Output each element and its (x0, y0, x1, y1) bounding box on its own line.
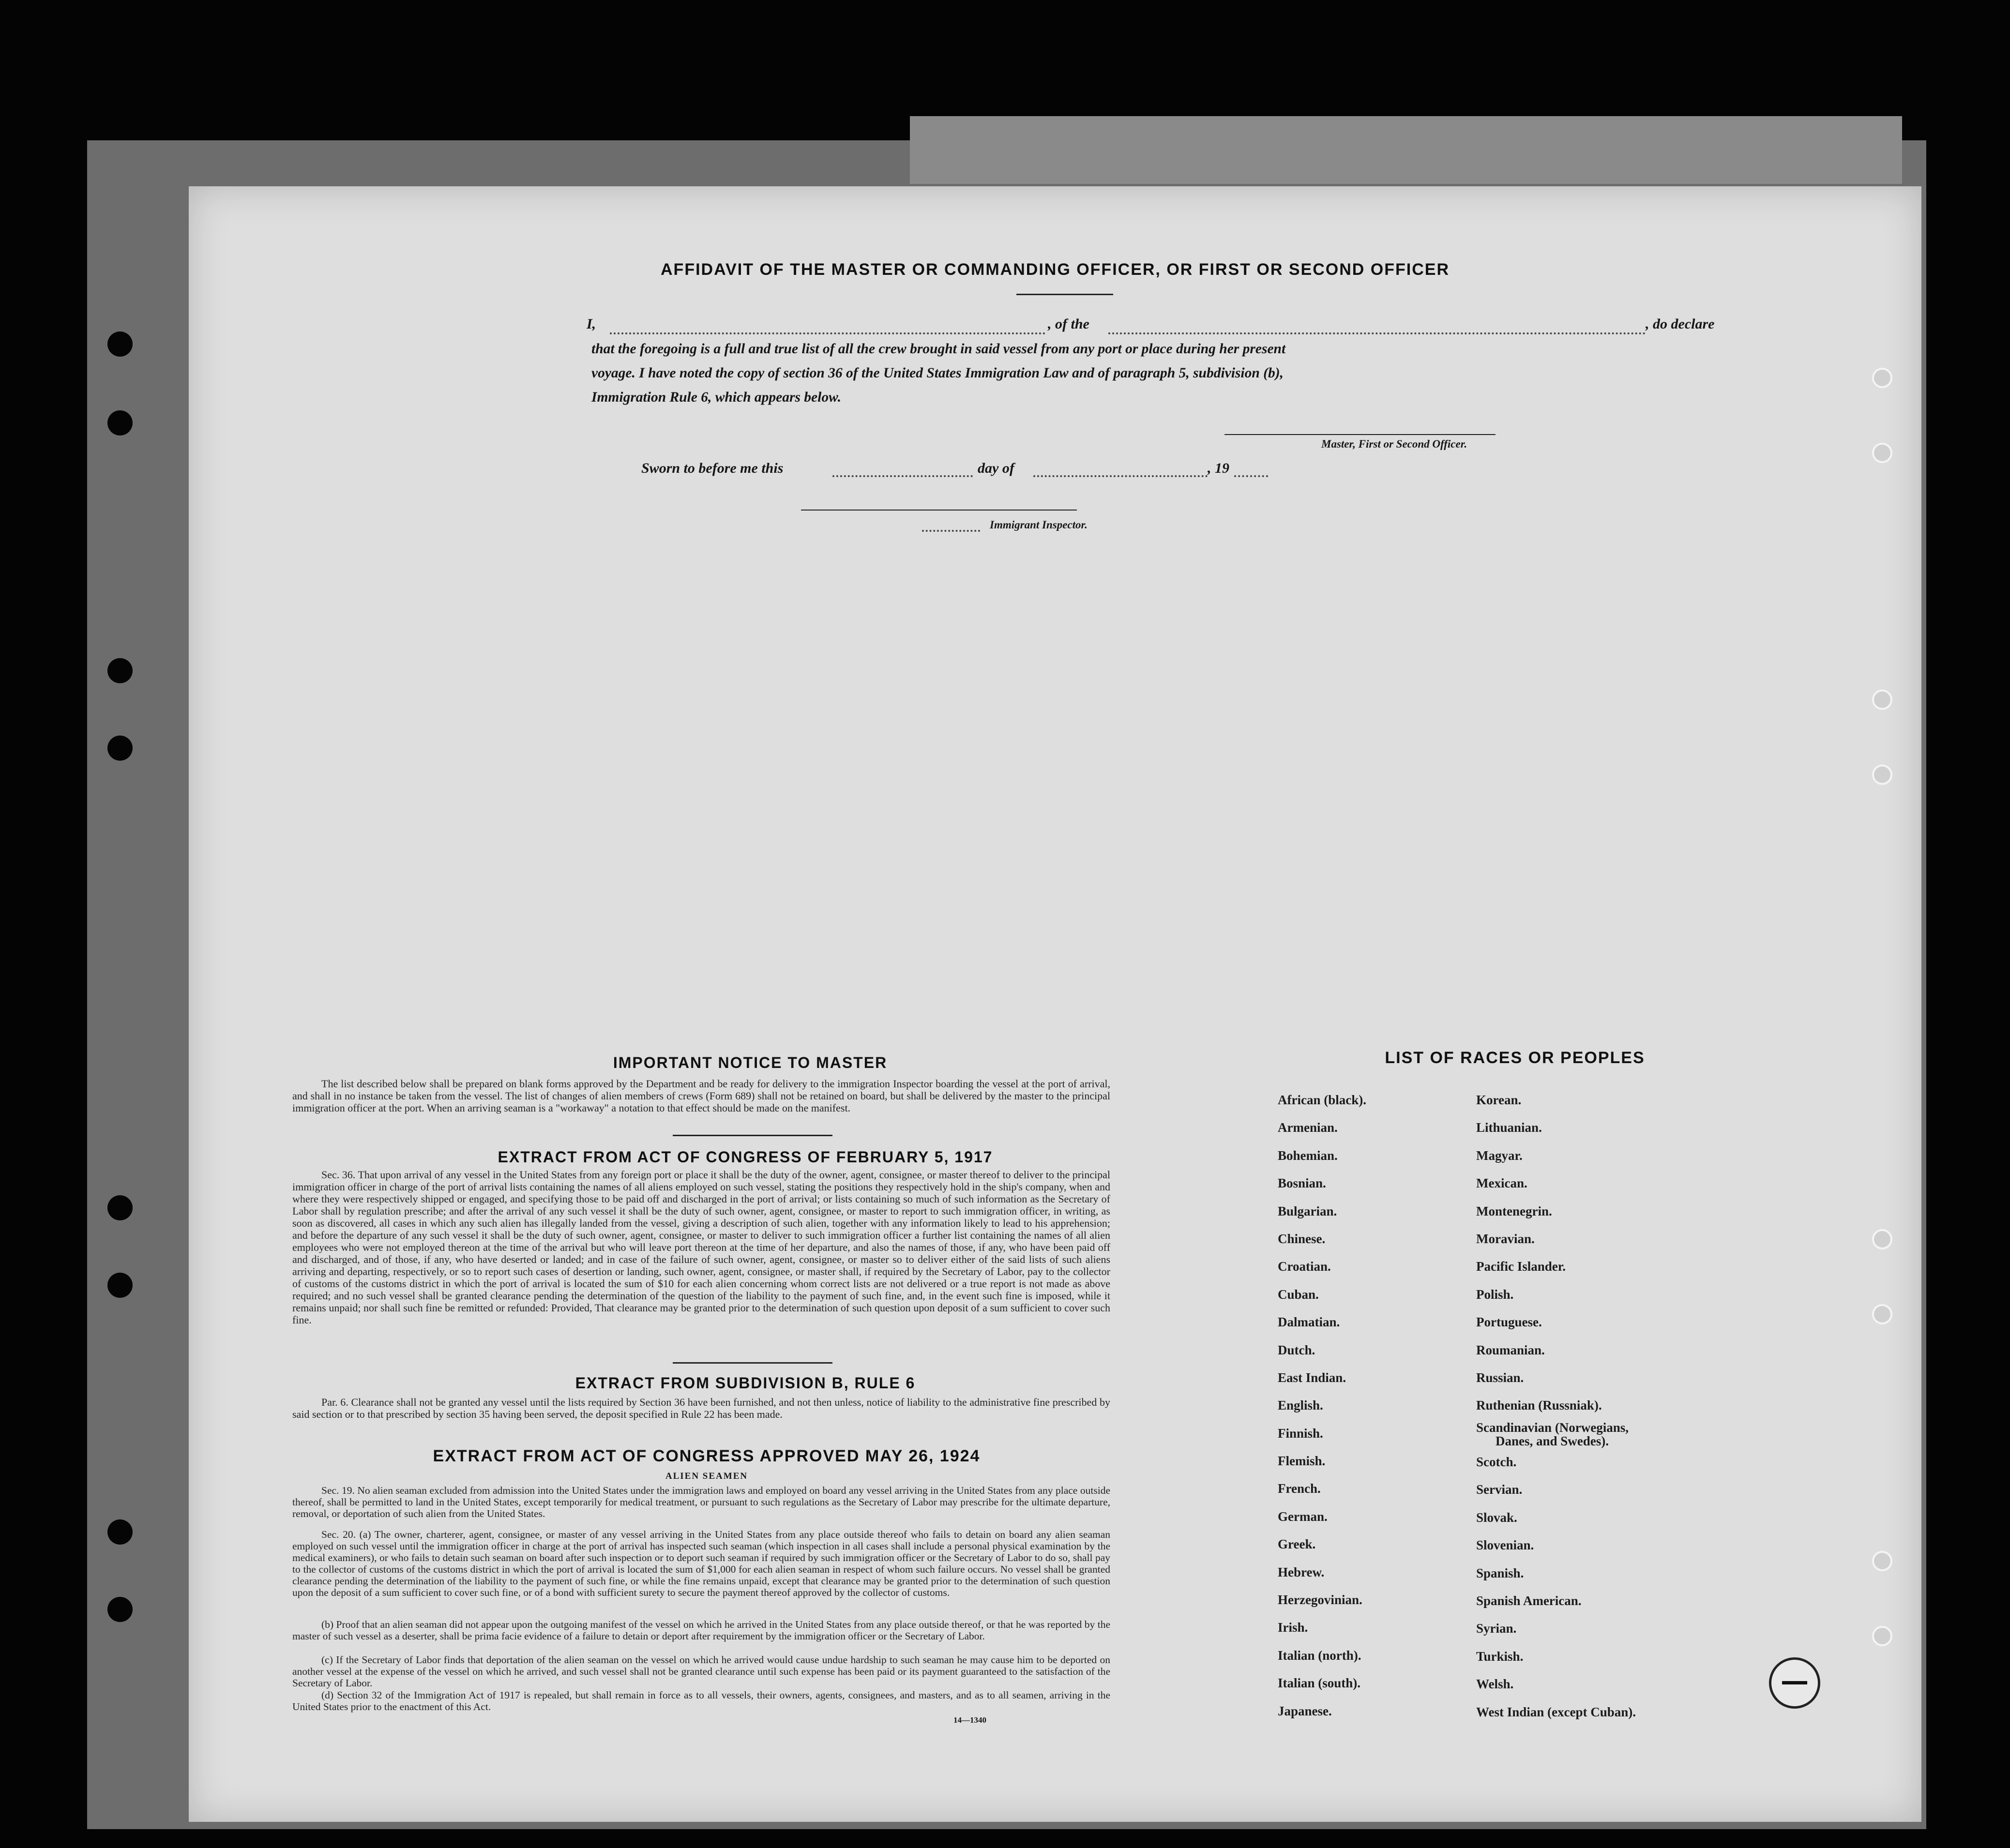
act-1917-body: Sec. 36. That upon arrival of any vessel in the United States from any foreign port or place it shall be the duty of the owner, agent, consignee, or master thereof to deliver to the principal immigration officer in charge of the port of arrival lists containing the names of all aliens employed on such vessel, stating the positions they respectively hold in the ship's company, when and where they were respectively shipped or engaged, and specifying those to be paid off and discharged in the port of arrival; or lists containing so much of such information as the Secretary of Labor shall by regulation prescribe; and after the arrival of any such vessel it shall be the duty of such owner, agent, consignee, or master to report to such immigration officer, in writing, as soon as discovered, all cases in which any such alien has illegally landed from the vessel, giving a description of such alien, together with any information likely to lead to his apprehension; and before the departure of any such vessel it shall be the duty of such owner, agent, consignee, or master to deliver to such immigration officer a further list containing the names of all alien employees who were not employed thereon at the time of the arrival but who will leave port thereon at the time of her departure, and also the names of those, if any, who have been paid off and discharged, and of those, if any, who have deserted or landed; and in case of the failure of such owner, agent, consignee, or master so to deliver either of the said lists of such aliens arriving and departing, respectively, or so to report such cases of desertion or landing, such owner, agent, consignee, or master shall, if required by the Secretary of Labor, pay to the collector of customs of the customs district in which the port of arrival is located the sum of $10 for each alien concerning whom correct lists are not delivered or a true report is not made as above required; and no such vessel shall be granted clearance pending the determination of the question of the liability to the payment of such fine, and, in the event such fine is imposed, while it remains unpaid; nor shall such fine be remitted or refunded: Provided, That clearance may be granted prior to the determination of such question upon deposit of a sum sufficient to cover such fine. (292, 1169, 1110, 1326)
year-blank (1234, 475, 1268, 477)
race-item: English. (1278, 1398, 1323, 1413)
title-rule (1016, 294, 1113, 295)
races-title: LIST OF RACES OR PEOPLES (1385, 1049, 1645, 1067)
stamp-mark (1782, 1681, 1807, 1684)
race-item-continued: Danes, and Swedes). (1496, 1433, 1609, 1448)
binder-hole (107, 658, 133, 683)
race-item: African (black). (1278, 1093, 1366, 1107)
affidavit-title: AFFIDAVIT OF THE MASTER OR COMMANDING OFFICER, OR FIRST OR SECOND OFFICER (661, 260, 1450, 279)
section-rule (673, 1135, 832, 1136)
race-item: French. (1278, 1481, 1321, 1496)
affidavit-line-3: voyage. I have noted the copy of section 36 of the United States Immigration Law and of paragraph 5, subdivision (b), (591, 365, 1284, 381)
affidavit-i: I, (587, 316, 596, 332)
punch-hole (1872, 443, 1892, 463)
sec-20c-text: (c) If the Secretary of Labor finds that deportation of the alien seaman on the vessel on which he arrived would cause undue hardship to such seaman he may cause him to be deported on another vessel at the expense of the vessel on which he arrived, and such vessel shall not be granted clearance until such expense has been paid or its payment guaranteed to the satisfaction of the Secretary of Labor. (292, 1654, 1110, 1689)
race-item: Polish. (1476, 1287, 1514, 1302)
race-item: Dalmatian. (1278, 1315, 1340, 1330)
sworn-label: Sworn to before me this (641, 460, 784, 476)
race-item: Moravian. (1476, 1231, 1535, 1246)
race-item: Slovenian. (1476, 1538, 1534, 1553)
punch-hole (1872, 368, 1892, 388)
race-item: Spanish. (1476, 1565, 1524, 1580)
race-item: Syrian. (1476, 1621, 1517, 1636)
vessel-blank (1108, 332, 1646, 334)
sec-20d-text: (d) Section 32 of the Immigration Act of 1917 is repealed, but shall remain in force as to all vessels, their owners, agents, consignees, and masters, and as to all seamen, arriving in the United States prior to the enactment of this Act. (292, 1689, 1110, 1713)
sec-20b-text: (b) Proof that an alien seaman did not appear upon the outgoing manifest of the vessel on which he arrived in the United States from any place outside thereof, or that he was reported by the master of such vessel as a deserter, shall be prima facie evidence of a failure to detain or deport after requirement by the immigration officer or the Secretary of Labor. (292, 1619, 1110, 1642)
affidavit-line-4: Immigration Rule 6, which appears below. (591, 390, 842, 405)
race-item: Portuguese. (1476, 1315, 1542, 1330)
punch-hole (1872, 1304, 1892, 1324)
race-item-scandinavian (1476, 1420, 1636, 1448)
binder-hole (107, 1597, 133, 1622)
race-item: Italian (south). (1278, 1676, 1361, 1691)
circular-stamp (1769, 1657, 1820, 1709)
race-item: Bosnian. (1278, 1176, 1326, 1191)
race-item: Slovak. (1476, 1510, 1517, 1525)
inspector-signature-line (801, 510, 1077, 511)
race-item: Flemish. (1278, 1454, 1326, 1469)
race-item: Greek. (1278, 1537, 1316, 1552)
binder-hole (107, 410, 133, 436)
race-item: Mexican. (1476, 1176, 1527, 1191)
race-item: Scandinavian (Norwegians, (1476, 1420, 1629, 1435)
race-item: Croatian. (1278, 1259, 1331, 1274)
race-item: Russian. (1476, 1370, 1524, 1385)
backing-sheet-top (910, 116, 1902, 184)
race-item: Pacific Islander. (1476, 1259, 1566, 1274)
race-item: Korean. (1476, 1093, 1522, 1107)
binder-hole (107, 736, 133, 761)
race-item: Montenegrin. (1476, 1203, 1552, 1218)
inspector-label: Immigrant Inspector. (990, 519, 1088, 531)
race-item: Hebrew. (1278, 1564, 1325, 1579)
form-number: 14—1340 (953, 1715, 986, 1725)
alien-seamen-subtitle: ALIEN SEAMEN (665, 1471, 748, 1481)
race-item: Lithuanian. (1476, 1120, 1542, 1135)
race-item: Spanish American. (1476, 1593, 1582, 1608)
race-item: Armenian. (1278, 1120, 1338, 1135)
race-item: Bohemian. (1278, 1148, 1338, 1163)
affidavit-of-the: , of the (1048, 316, 1089, 332)
notice-body: The list described below shall be prepared on blank forms approved by the Department and be ready for delivery to the immigration Inspector boarding the vessel at the port of arrival, and shall in no instance be taken from the vessel. The list of changes of alien members of crews (Form 689) shall not be retained on board, but shall be delivered by the master to the principal immigration officer at the port. When an arriving seaman is a "workaway" a notation to that effect should be made on the manifest. (292, 1078, 1110, 1114)
notice-title: IMPORTANT NOTICE TO MASTER (613, 1054, 888, 1071)
race-item: Cuban. (1278, 1287, 1319, 1302)
sworn-day-blank (832, 475, 973, 477)
race-item: Italian (north). (1278, 1648, 1361, 1663)
race-item: East Indian. (1278, 1370, 1346, 1385)
year-label: , 19 (1208, 460, 1229, 476)
race-item: Bulgarian. (1278, 1203, 1337, 1218)
sec-19-text: Sec. 19. No alien seaman excluded from admission into the United States under the immigration laws and employed on board any vessel arriving in the United States from any place outside thereof, shall be permitted to land in the United States, except temporarily for medical treatment, or pursuant to such regulations as the Secretary of Labor may prescribe for the ultimate departure, removal, or deportation of such alien from the United States. (292, 1485, 1110, 1519)
form-page (189, 186, 1921, 1822)
races-column-2 (1476, 1086, 1636, 1726)
race-item: Ruthenian (Russniak). (1476, 1398, 1602, 1413)
race-item: Magyar. (1476, 1148, 1523, 1163)
inspector-dots (922, 530, 980, 532)
master-signature-line (1224, 434, 1496, 435)
day-of-label: day of (978, 460, 1014, 476)
section-rule (673, 1362, 832, 1364)
race-item: German. (1278, 1509, 1328, 1524)
race-item: Roumanian. (1476, 1342, 1545, 1357)
binder-hole (107, 1273, 133, 1298)
month-blank (1033, 475, 1208, 477)
punch-hole (1872, 1626, 1892, 1646)
binder-hole (107, 1519, 133, 1545)
race-item: Irish. (1278, 1620, 1308, 1635)
races-column-1 (1278, 1086, 1366, 1725)
act-1924-title: EXTRACT FROM ACT OF CONGRESS APPROVED MAY 26, 1924 (433, 1447, 981, 1465)
race-item: Scotch. (1476, 1455, 1517, 1470)
rule-6-body: Par. 6. Clearance shall not be granted any vessel until the lists required by Section 36 have been furnished, and not then unless, notice of liability to the administrative fine prescribed by said section or to that prescribed by section 35 having been served, the deposit specified in Rule 22 has been made. (292, 1396, 1110, 1420)
rule-6-title: EXTRACT FROM SUBDIVISION B, RULE 6 (575, 1374, 916, 1392)
binder-hole (107, 331, 133, 357)
punch-hole (1872, 765, 1892, 785)
sec-20a-text: Sec. 20. (a) The owner, charterer, agent, consignee, or master of any vessel arriving in the United States from any place outside thereof who fails to detain on board any alien seaman employed on such vessel until the immigration officer in charge at the port of arrival has inspected such seaman (which inspection in all cases shall include a personal physical examination by the medical examiners), or who fails to detain such seaman on board after such inspection or to deport such seaman if required by such immigration officer or the Secretary of Labor to do so, shall pay to the collector of customs of the customs district in which the port of arrival is located the sum of $1,000 for each alien seaman in respect of whom such failure occurs. No vessel shall be granted clearance pending the determination of the liability to the payment of such fine, or while the fine remains unpaid, except that clearance may be granted prior to the determination of such question upon the deposit of a sum sufficient to cover such fine, or of a bond with sufficient surety to secure the payment thereof approved by the collector of customs. (292, 1529, 1110, 1598)
punch-hole (1872, 1229, 1892, 1249)
name-blank (610, 332, 1045, 334)
race-item: West Indian (except Cuban). (1476, 1704, 1636, 1719)
race-item: Japanese. (1278, 1703, 1332, 1718)
race-item: Turkish. (1476, 1649, 1524, 1664)
race-item: Herzegovinian. (1278, 1593, 1362, 1608)
punch-hole (1872, 1551, 1892, 1571)
affidavit-declare: , do declare (1646, 316, 1715, 332)
race-item: Welsh. (1476, 1677, 1514, 1692)
act-1917-title: EXTRACT FROM ACT OF CONGRESS OF FEBRUARY 5, 1917 (498, 1148, 993, 1166)
punch-hole (1872, 690, 1892, 710)
race-item: Finnish. (1278, 1426, 1323, 1441)
affidavit-line-2: that the foregoing is a full and true list of all the crew brought in said vessel from any port or place during her present (591, 341, 1286, 357)
master-signature-label: Master, First or Second Officer. (1321, 438, 1467, 450)
race-item: Chinese. (1278, 1231, 1326, 1246)
binder-hole (107, 1195, 133, 1220)
race-item: Servian. (1476, 1482, 1523, 1497)
race-item: Dutch. (1278, 1342, 1315, 1357)
